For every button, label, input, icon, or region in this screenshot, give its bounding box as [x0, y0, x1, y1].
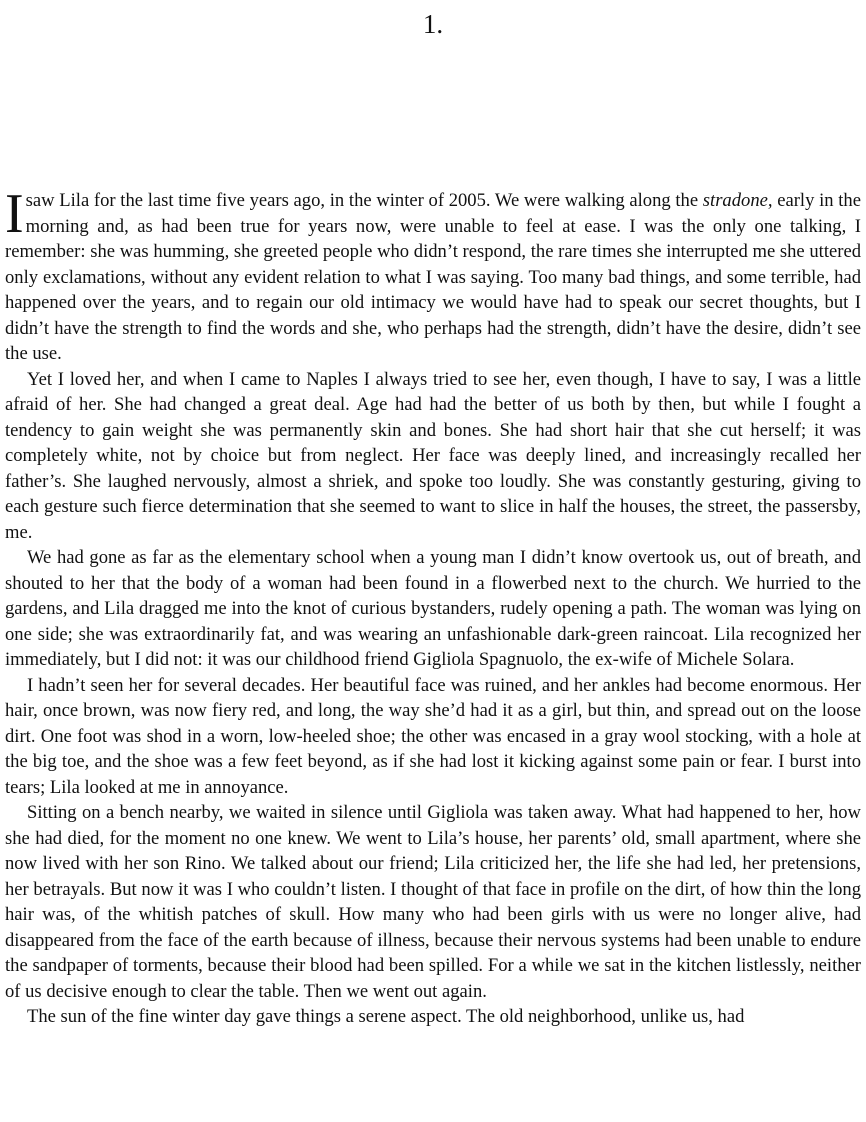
paragraph-text: saw Lila for the last time five years ago, in the winter of 2005. We were walking along the [25, 190, 703, 211]
drop-cap: I [5, 183, 24, 245]
italic-term: stradone, [702, 190, 773, 211]
paragraph: I hadn’t seen her for several decades. Her beautiful face was ruined, and her ankles had become enormous. Her hair, once brown, was now fiery red, and long, the way she’d had it as a girl, but thin, and spread out on the loose dirt. One foot was shod in a worn, low-heeled shoe; the other was encased in a gray wool stocking, with a hole at the big toe, and the shoe was a few feet beyond, as if she had lost it kicking against some pain or fear. I burst into tears; Lila looked at me in annoyance. [5, 674, 861, 798]
paragraph [5, 183, 861, 367]
paragraph: The sun of the fine winter day gave things a serene aspect. The old neighborhood, unlike us, had [27, 1006, 745, 1027]
body-text [5, 183, 861, 1030]
paragraph: Sitting on a bench nearby, we waited in silence until Gigliola was taken away. What had happened to her, how she had died, for the moment no one knew. We went to Lila’s house, her parents’ old, small apartment, where she now lived with her son Rino. We talked about our friend; Lila criticized her, the life she had led, her pretensions, her betrayals. But now it was I who couldn’t listen. I thought of that face in profile on the dirt, of how thin the long hair was, of the whitish patches of skull. How many who had been girls with us were no longer alive, had disappeared from the face of the earth because of illness, because their nervous systems had been unable to endure the sandpaper of torments, because their blood had been spilled. For a while we sat in the kitchen listlessly, neither of us decisive enough to clear the table. Then we went out again. [5, 802, 861, 1002]
paragraph: We had gone as far as the elementary school when a young man I didn’t know overtook us, out of breath, and shouted to her that the body of a woman had been found in a flowerbed next to the church. We hurried to the gardens, and Lila dragged me into the knot of curious bystanders, rudely opening a path. The woman was lying on one side; she was extraordinarily fat, and was wearing an unfashionable dark-green raincoat. Lila recognized her immediately, but I did not: it was our childhood friend Gigliola Spagnuolo, the ex-wife of Michele Solara. [5, 547, 861, 670]
chapter-number: 1. [422, 9, 444, 39]
paragraph: Yet I loved her, and when I came to Naples I always tried to see her, even though, I have to say, I was a little afraid of her. She had changed a great deal. Age had had the better of us both by then, but while I fought a tendency to gain weight she was permanently skin and bones. She had short hair that she cut herself; it was completely white, not by choice but from neglect. Her face was deeply lined, and increasingly recalled her father’s. She laughed nervously, almost a shriek, and spoke too loudly. She was constantly gesturing, giving to each gesture such fierce determination that she seemed to want to slice in half the houses, the street, the passersby, me. [5, 368, 861, 543]
paragraph-text: early in the morning and, as had been true for years now, were unable to feel at ease. I was the only one talking, I remember: she was humming, she greeted people who didn’t respond, the rare times she interrupted me she uttered only exclamations, without any evident relation to what I was saying. Too many bad things, and some terrible, had happened over the years, and to regain our old intimacy we would have had to speak our secret thoughts, but I didn’t have the strength to find the words and she, who perhaps had the strength, didn’t have the desire, didn’t see the use. [5, 190, 861, 364]
